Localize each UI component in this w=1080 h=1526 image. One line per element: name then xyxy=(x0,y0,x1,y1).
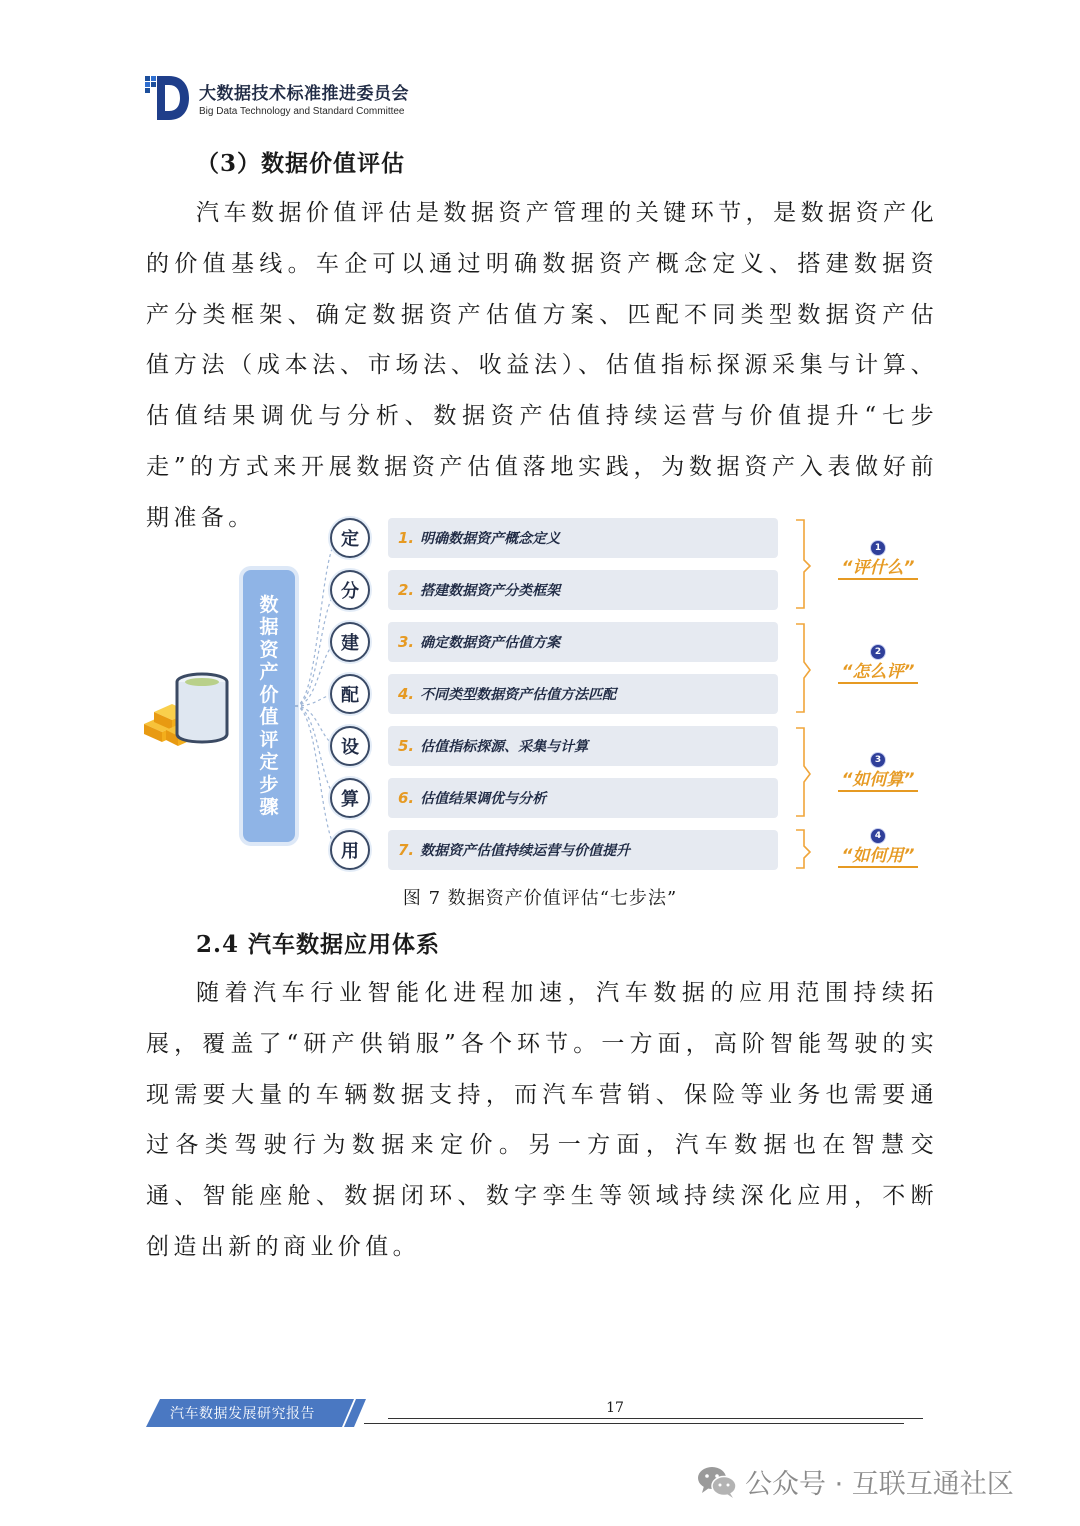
vertical-title-char: 定 xyxy=(259,751,279,773)
group-label-text: “怎么评” xyxy=(838,662,919,684)
group-label-how-calc xyxy=(828,752,928,792)
step-number: 6. xyxy=(398,789,415,807)
step-label: 估值指标探源、采集与计算 xyxy=(420,739,589,755)
seven-step-figure xyxy=(140,512,940,877)
step-label: 不同类型数据资产估值方法匹配 xyxy=(420,687,617,703)
step-number: 1. xyxy=(398,529,415,547)
step-char-circle: 定 xyxy=(330,518,370,558)
step-row xyxy=(388,830,778,870)
step-number: 4. xyxy=(398,685,415,703)
vertical-title-char: 骤 xyxy=(259,796,279,818)
paragraph-application-system: 随着汽车行业智能化进程加速，汽车数据的应用范围持续拓展，覆盖了“研产供销服”各个环节。一方面，高阶智能驾驶的实现需要大量的车辆数据支持，而汽车营销、保险等业务也需要通过各类驾驶行为数据来定价。另一方面，汽车数据也在智慧交通、智能座舱、数据闭环、数字孪生等领域持续深化应用，不断创造出新的商业价值。 xyxy=(146,980,938,1260)
step-label: 明确数据资产概念定义 xyxy=(420,531,561,547)
group-badge: 3 xyxy=(870,752,886,768)
org-name-cn: 大数据技术标准推进委员会 xyxy=(199,84,409,104)
footer-rule xyxy=(388,1418,923,1419)
org-name-en: Big Data Technology and Standard Committee xyxy=(199,106,405,117)
vertical-title-bar xyxy=(243,570,295,842)
group-label-how-use xyxy=(828,828,928,868)
step-char-circle: 配 xyxy=(330,674,370,714)
vertical-title-char: 价 xyxy=(259,683,279,706)
page-number: 17 xyxy=(606,1400,624,1416)
footer-report-title: 汽车数据发展研究报告 xyxy=(170,1406,315,1422)
section-heading-value-assessment: （3）数据价值评估 xyxy=(196,150,406,177)
vertical-title-char: 资 xyxy=(259,638,279,661)
vertical-title-char: 据 xyxy=(259,616,279,638)
step-char-circle: 设 xyxy=(330,726,370,766)
figure-caption: 图 7 数据资产价值评估“七步法” xyxy=(402,888,678,909)
step-row xyxy=(388,622,778,662)
data-stack-icon xyxy=(140,672,240,752)
section-heading-application-system: 2.4 汽车数据应用体系 xyxy=(196,931,441,958)
paragraph-value-assessment: 汽车数据价值评估是数据资产管理的关键环节，是数据资产化的价值基线。车企可以通过明确数据资产概念定义、搭建数据资产分类框架、确定数据资产估值方案、匹配不同类型数据资产估值方法（成本法、市场法、收益法）、估值指标探源采集与计算、估值结果调优与分析、数据资产估值持续运营与价值提升“七步走”的方式来开展数据资产估值落地实践，为数据资产入表做好前期准备。 xyxy=(146,200,938,531)
group-label-how-assess xyxy=(828,644,928,684)
step-label: 搭建数据资产分类框架 xyxy=(420,583,561,599)
step-char-circle: 算 xyxy=(330,778,370,818)
page-header xyxy=(143,72,409,124)
group-badge: 4 xyxy=(870,828,886,844)
group-label-what xyxy=(828,540,928,580)
vertical-title-char: 数 xyxy=(259,593,279,616)
group-badge: 2 xyxy=(870,644,886,660)
step-row xyxy=(388,518,778,558)
watermark-text: 公众号 · 互联互通社区 xyxy=(745,1469,1014,1500)
step-char-circle: 分 xyxy=(330,570,370,610)
step-label: 确定数据资产估值方案 xyxy=(420,635,561,651)
vertical-title-char: 值 xyxy=(259,706,279,728)
wechat-icon xyxy=(697,1465,737,1499)
group-badge: 1 xyxy=(870,540,886,556)
vertical-title-char: 评 xyxy=(259,728,279,751)
step-row xyxy=(388,674,778,714)
step-number: 7. xyxy=(398,841,415,859)
group-label-text: “如何用” xyxy=(838,846,919,868)
vertical-title-char: 产 xyxy=(259,661,279,683)
committee-logo-icon xyxy=(143,72,191,124)
group-label-text: “如何算” xyxy=(838,770,919,792)
step-label: 数据资产估值持续运营与价值提升 xyxy=(420,843,631,859)
group-brackets xyxy=(790,512,820,877)
step-char-circle: 用 xyxy=(330,830,370,870)
step-number: 2. xyxy=(398,581,415,599)
step-char-circle: 建 xyxy=(330,622,370,662)
vertical-title-char: 步 xyxy=(259,773,279,796)
step-number: 3. xyxy=(398,633,415,651)
step-label: 估值结果调优与分析 xyxy=(420,791,547,807)
step-row xyxy=(388,778,778,818)
footer-rule xyxy=(364,1423,904,1424)
group-label-text: “评什么” xyxy=(838,558,919,580)
step-row xyxy=(388,570,778,610)
step-number: 5. xyxy=(398,737,415,755)
watermark xyxy=(697,1462,1014,1501)
step-row xyxy=(388,726,778,766)
